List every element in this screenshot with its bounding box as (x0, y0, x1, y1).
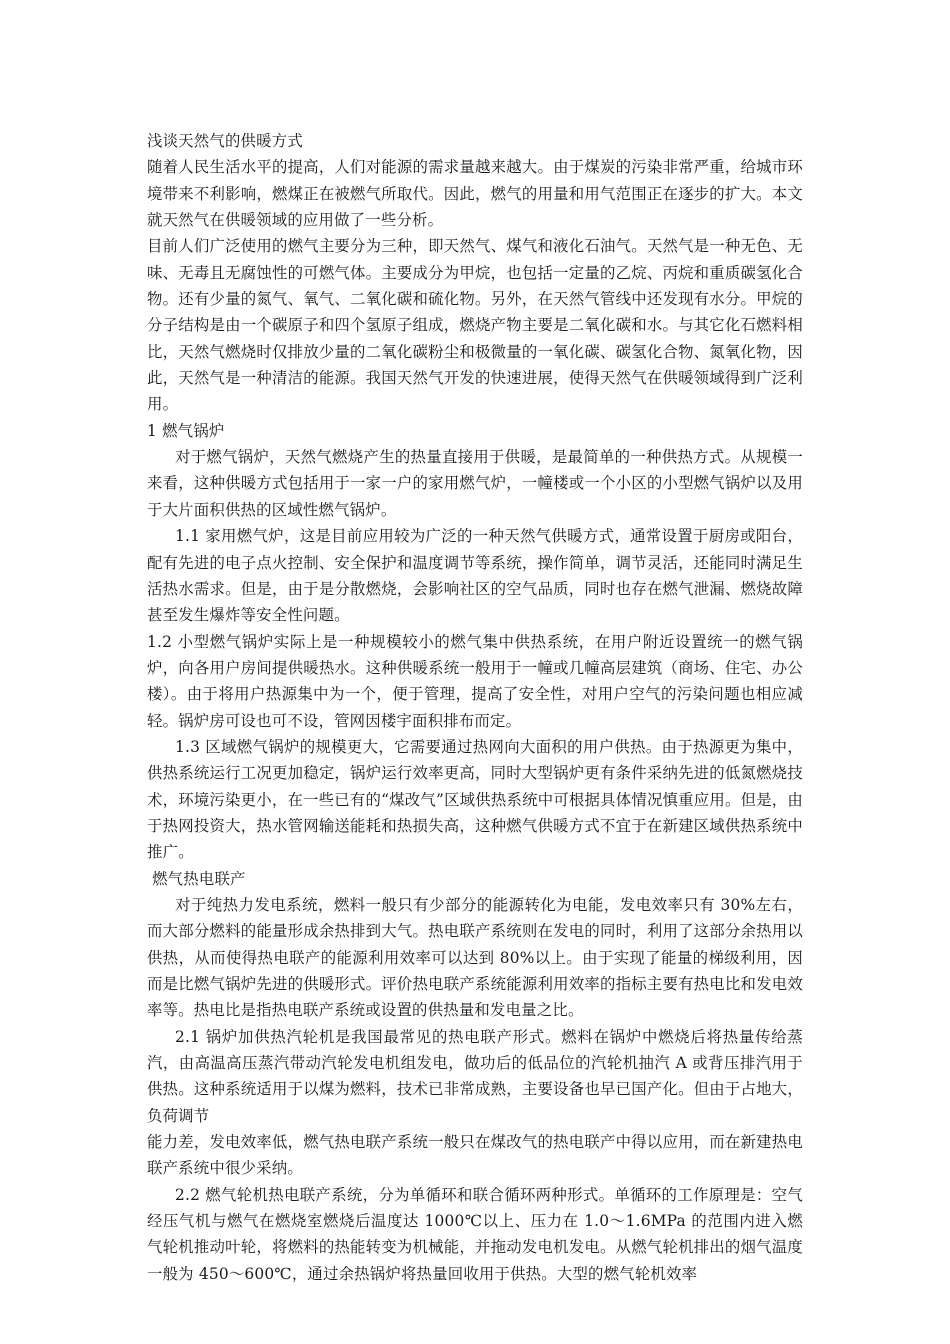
paragraph-gas-types: 目前人们广泛使用的燃气主要分为三种，即天然气、煤气和液化石油气。天然气是一种无色、无味、无毒且无腐蚀性的可燃气体。主要成分为甲烷，也包括一定量的乙烷、丙烷和重质碳氢化合物。还有少量的氮气、氧气、二氧化碳和硫化物。另外，在天然气管线中还发现有水分。甲烷的分子结构是由一个碳原子和四个氢原子组成，燃烧产物主要是二氧化碳和水。与其它化石燃料相比，天然气燃烧时仅排放少量的二氧化碳粉尘和极微量的一氧化碳、碳氢化合物、氮氧化物，因此，天然气是一种清洁的能源。我国天然气开发的快速进展，使得天然气在供暖领域得到广泛利用。 (147, 237, 803, 414)
document-body (147, 128, 803, 1287)
paragraph-chp-overview: 对于纯热力发电系统，燃料一般只有少部分的能源转化为电能，发电效率只有 30%左右，而大部分燃料的能量形成余热排到大气。热电联产系统则在发电的同时，利用了这部分余热用以供热，从而使得热电联产的能源利用效率可以达到 80%以上。由于实现了能量的梯级利用，因而是比燃气锅炉先进的供暖形式。评价热电联产系统能源利用效率的指标主要有热电比和发电效率等。热电比是指热电联产系统或设置的供热量和发电量之比。 (147, 895, 803, 1020)
paragraph-1-3-district-boiler: 1.3 区域燃气锅炉的规模更大，它需要通过热网向大面积的用户供热。由于热源更为集中，供热系统运行工况更加稳定，锅炉运行效率更高，同时大型锅炉更有条件采纳先进的低氮燃烧技术，环境污染更小，在一些已有的“煤改气”区域供热系统中可根据具体情况慎重应用。但是，由于热网投资大，热水管网输送能耗和热损失高，这种燃气供暖方式不宜于在新建区域供热系统中推广。 (147, 737, 803, 862)
section-heading-chp: 燃气热电联产 (147, 869, 246, 888)
paragraph-2-2-gas-turbine: 2.2 燃气轮机热电联产系统，分为单循环和联合循环两种形式。单循环的工作原理是：空气经压气机与燃气在燃烧室燃烧后温度达 1000℃以上、压力在 1.0～1.6MPa 的范围内进入燃气轮机推动叶轮，将燃料的热能转变为机械能，并拖动发电机发电。从燃气轮机排出的烟气温度一般为 450～600℃，通过余热锅炉将热量回收用于供热。大型的燃气轮机效率 (147, 1185, 803, 1283)
paragraph-2-1-continued: 能力差，发电效率低，燃气热电联产系统一般只在煤改气的热电联产中得以应用，而在新建热电联产系统中很少采纳。 (147, 1133, 803, 1178)
section-heading-gas-boiler: 1 燃气锅炉 (147, 421, 225, 440)
document-title: 浅谈天然气的供暖方式 (147, 132, 303, 150)
paragraph-1-1-household-furnace: 1.1 家用燃气炉，这是目前应用较为广泛的一种天然气供暖方式，通常设置于厨房或阳台，配有先进的电子点火控制、安全保护和温度调节等系统，操作简单，调节灵活，还能同时满足生活热水需求。但是，由于是分散燃烧，会影响社区的空气品质，同时也存在燃气泄漏、燃烧故障甚至发生爆炸等安全性问题。 (147, 527, 803, 625)
paragraph-2-1-boiler-turbine: 2.1 锅炉加供热汽轮机是我国最常见的热电联产形式。燃料在锅炉中燃烧后将热量传给蒸汽，由高温高压蒸汽带动汽轮发电机组发电，做功后的低品位的汽轮机抽汽 A 或背压排汽用于供热。这种系统适用于以煤为燃料，技术已非常成熟，主要设备也早已国产化。但由于占地大，负荷调节 (147, 1027, 803, 1125)
paragraph-gas-boiler-overview: 对于燃气锅炉，天然气燃烧产生的热量直接用于供暖，是最简单的一种供热方式。从规模一来看，这种供暖方式包括用于一家一户的家用燃气炉，一幢楼或一个小区的小型燃气锅炉以及用于大片面积供热的区域性燃气锅炉。 (147, 448, 803, 519)
paragraph-intro: 随着人民生活水平的提高，人们对能源的需求量越来越大。由于煤炭的污染非常严重，给城市环境带来不利影响，燃煤正在被燃气所取代。因此，燃气的用量和用气范围正在逐步的扩大。本文就天然气在供暖领域的应用做了一些分析。 (147, 158, 803, 230)
paragraph-1-2-small-boiler: 1.2 小型燃气锅炉实际上是一种规模较小的燃气集中供热系统，在用户附近设置统一的燃气锅炉，向各用户房间提供暖热水。这种供暖系统一般用于一幢或几幢高层建筑（商场、住宅、办公楼）。由于将用户热源集中为一个，便于管理，提高了安全性，对用户空气的污染问题也相应减轻。锅炉房可设也可不设，管网因楼宇面积排布而定。 (147, 632, 803, 730)
